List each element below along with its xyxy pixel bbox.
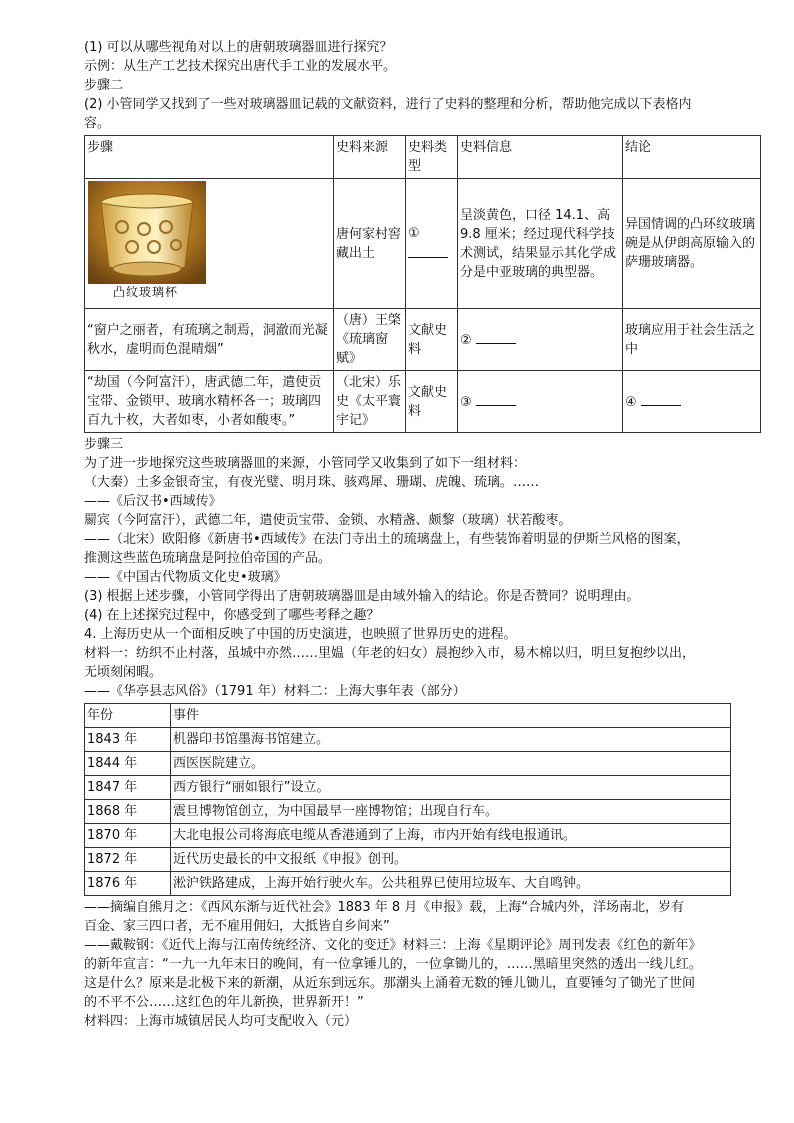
row1-info: 呈淡黄色，口径 14.1、高 9.8 厘米；经过现代科学技术测试，结果显示其化学成分是中亚玻璃的典型器。: [458, 179, 623, 309]
row3-type: 文献史料: [406, 371, 458, 433]
row3-source: （北宋）乐史《太平寰宇记》: [334, 371, 406, 433]
source-analysis-table: [84, 135, 761, 433]
timeline-year: 1844 年: [85, 752, 171, 776]
material-4-title: 材料四：上海市城镇居民人均可支配收入（元）: [84, 1014, 358, 1029]
blank-3-input[interactable]: [476, 391, 516, 406]
table-row: [85, 824, 731, 848]
timeline-event: 西医医院建立。: [171, 752, 731, 776]
header-step: 步骤: [85, 136, 334, 179]
timeline-year: 1876 年: [85, 872, 171, 896]
timeline-year: 1870 年: [85, 824, 171, 848]
material-1-line1: 材料一：纺织不止村落，虽城中亦然……里媪（年老的妇女）晨抱纱入市，易木棉以归，明旦复抱纱以出，: [84, 646, 696, 661]
timeline-event: 机器印书馆墨海书馆建立。: [171, 728, 731, 752]
header-conclusion: 结论: [623, 136, 761, 179]
row3-info-marker: ③: [460, 395, 472, 410]
question-3: (3) 根据上述步骤，小管同学得出了唐朝玻璃器皿是由域外输入的结论。你是否赞同？说明理由。: [84, 589, 640, 604]
header-source: 史料来源: [334, 136, 406, 179]
row3-step: “劫国（今阿富汗），唐武德二年，遣使贡宝带、金锁甲、玻璃水精杯各一；玻璃四百九十枚，大者如枣，小者如酸枣。”: [85, 371, 334, 433]
row3-conclusion-marker: ④: [625, 395, 637, 410]
timeline-year: 1847 年: [85, 776, 171, 800]
table-row: [85, 848, 731, 872]
table-row: [85, 800, 731, 824]
shanghai-timeline-table: [84, 703, 731, 896]
row2-type: 文献史料: [406, 309, 458, 371]
worksheet-page: [84, 38, 756, 1031]
timeline-header-year: 年份: [85, 704, 171, 728]
example-answer: 示例：从生产工艺技术探究出唐代手工业的发展水平。: [84, 59, 397, 74]
blank-1-input[interactable]: [408, 243, 448, 258]
timeline-event: 大北电报公司将海底电缆从香港通到了上海，市内开始有线电报通讯。: [171, 824, 731, 848]
step3-material-1: （大秦）土多金银奇宝，有夜光璧、明月珠、骇鸡犀、珊瑚、虎魄、琉璃。……: [84, 475, 540, 490]
step3-material-2: 罽宾（今阿富汗），武德二年，遣使贡宝带、金锁、水精盏、颇黎（玻璃）状若酸枣。: [84, 513, 572, 528]
header-type: 史料类型: [406, 136, 458, 179]
question-2-line1: (2) 小管同学又找到了一些对玻璃器皿记载的文献资料，进行了史料的整理和分析，帮助他完成以下表格内: [84, 97, 692, 112]
row2-info-blank-cell: [458, 309, 623, 371]
cup-image-caption: 凸纹玻璃杯: [113, 285, 179, 299]
row2-info-marker: ②: [460, 333, 472, 348]
timeline-event: 西方银行“丽如银行”设立。: [171, 776, 731, 800]
row3-info-blank-cell: [458, 371, 623, 433]
question-section-4-title: 4. 上海历史从一个面相反映了中国的历史演进，也映照了世界历史的进程。: [84, 627, 517, 642]
blank-4-input[interactable]: [641, 391, 681, 406]
timeline-event: 近代历史最长的中文报纸《申报》创刊。: [171, 848, 731, 872]
step3-material-3-line2: 推测这些蓝色琉璃盘是阿拉伯帝国的产品。: [84, 551, 332, 566]
material-3-line1: ——戴鞍钢：《近代上海与江南传统经济、文化的变迁》材料三：上海《星期评论》周刊发表《红色的新年》: [84, 938, 702, 953]
material-3-line2: 的新年宣言：“一九一九年末日的晚间，有一位拿锤儿的，一位拿锄儿的，……黑暗里突然的透出一线儿红。: [84, 957, 702, 972]
material-1-line2: 无顷刻闲暇。: [84, 665, 163, 680]
blank-2-input[interactable]: [476, 329, 516, 344]
question-1: (1) 可以从哪些视角对以上的唐朝玻璃器皿进行探究？: [84, 40, 393, 55]
question-2-line2: 容。: [84, 116, 111, 131]
table-row: [85, 728, 731, 752]
row2-conclusion: 玻璃应用于社会生活之中: [623, 309, 761, 371]
timeline-event: 震旦博物馆创立，为中国最早一座博物馆；出现自行车。: [171, 800, 731, 824]
timeline-year: 1868 年: [85, 800, 171, 824]
row1-type-marker: ①: [408, 225, 420, 241]
material-3-line4: 的不平不公……这红色的年儿新换，世界新开！”: [84, 995, 364, 1010]
row1-conclusion: 异国情调的凸环纹玻璃碗是从伊朗高原输入的萨珊玻璃器。: [623, 179, 761, 309]
question-4: (4) 在上述探究过程中，你感受到了哪些考释之趣？: [84, 608, 380, 623]
material-2-source-line2: 百金、家三四口者，无不雇用佣妇，大抵皆自乡间来”: [84, 919, 390, 934]
cup-image-cell: [85, 179, 334, 309]
step3-material-1-source: ——《后汉书•西域传》: [84, 494, 222, 509]
table-row: [85, 872, 731, 896]
timeline-year: 1872 年: [85, 848, 171, 872]
row1-type-blank-cell: [406, 179, 458, 309]
table-row: [85, 752, 731, 776]
timeline-header-event: 事件: [171, 704, 731, 728]
material-2-source-line1: ——摘编自熊月之：《西风东渐与近代社会》1883 年 8 月《申报》载，上海“合城内外，洋场南北，岁有: [84, 900, 684, 915]
material-3-line3: 这是什么？原来是北极下来的新潮，从近东到远东。那潮头上涌着无数的锤儿锄儿，直要锤匀了锄光了世间: [84, 976, 696, 991]
step3-material-3-source: ——《中国古代物质文化史•玻璃》: [84, 570, 287, 585]
table-row: [85, 776, 731, 800]
step3-title: 步骤三: [84, 437, 124, 452]
row3-conclusion-blank-cell: [623, 371, 761, 433]
header-info: 史料信息: [458, 136, 623, 179]
material-1-source: ——《华亭县志风俗》（1791 年）材料二：上海大事年表（部分）: [84, 684, 466, 699]
row2-step: “窗户之丽者，有琉璃之制焉，洞澈而光凝秋水，虚明而色混晴烟”: [85, 309, 334, 371]
timeline-year: 1843 年: [85, 728, 171, 752]
timeline-event: 淞沪铁路建成，上海开始行驶火车。公共租界已使用垃圾车、大自鸣钟。: [171, 872, 731, 896]
step3-intro: 为了进一步地探究这些玻璃器皿的来源，小管同学又收集到了如下一组材料：: [84, 456, 527, 471]
row2-source: （唐）王棨《琉璃窗赋》: [334, 309, 406, 371]
step2-title: 步骤二: [84, 78, 124, 93]
row1-source: 唐何家村窖藏出土: [334, 179, 406, 309]
step3-material-3-line1: ——（北宋）欧阳修《新唐书•西域传》在法门寺出土的琉璃盘上，有些装饰着明显的伊斯兰风格的图案，: [84, 532, 690, 547]
